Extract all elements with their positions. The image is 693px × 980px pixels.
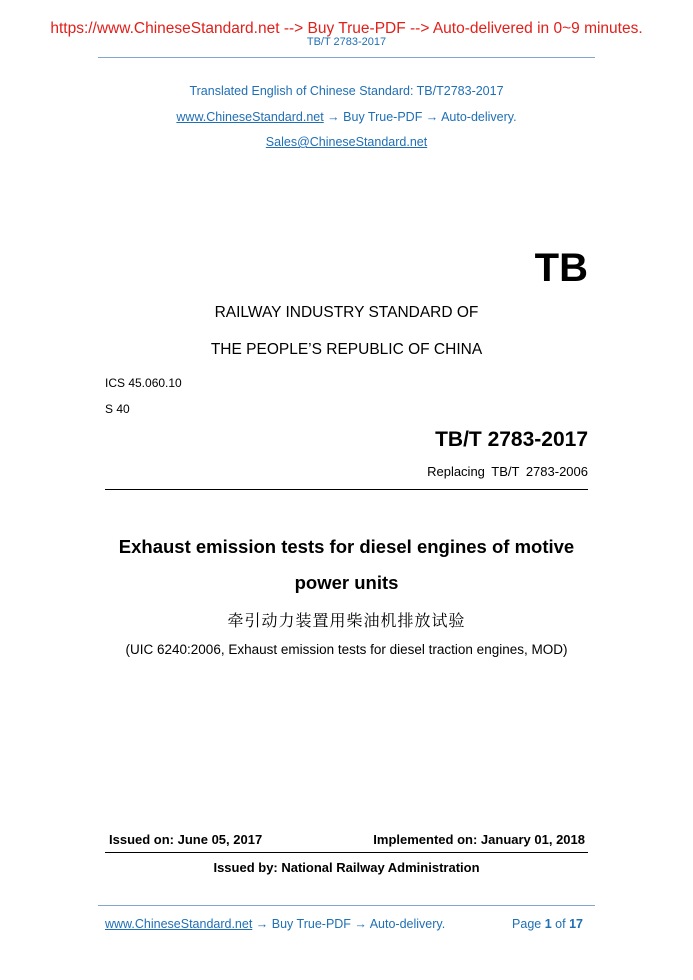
page-total: 17 bbox=[569, 917, 583, 931]
equivalence-note: (UIC 6240:2006, Exhaust emission tests for diesel traction engines, MOD) bbox=[125, 642, 568, 657]
ccs-code: S 40 bbox=[105, 402, 130, 416]
footer-divider bbox=[98, 905, 595, 906]
issued-date: Issued on: June 05, 2017 bbox=[109, 832, 263, 847]
site-link[interactable]: www.ChineseStandard.net bbox=[176, 110, 324, 124]
footer-buy-line bbox=[105, 917, 445, 931]
implemented-date: Implemented on: January 01, 2018 bbox=[373, 832, 585, 847]
top-banner[interactable]: https://www.ChineseStandard.net --> Buy True-PDF --> Auto-delivered in 0~9 minutes. bbox=[50, 20, 643, 37]
title-line-1: Exhaust emission tests for diesel engines of motive bbox=[118, 536, 575, 557]
buy-text: → Buy True-PDF → Auto-delivery. bbox=[323, 110, 517, 124]
page-label: Page bbox=[512, 917, 542, 931]
translation-note: Translated English of Chinese Standard: TB/T2783-2017 bbox=[189, 84, 504, 98]
sales-line bbox=[0, 135, 693, 149]
header-standard-code: TB/T 2783-2017 bbox=[306, 36, 387, 48]
sales-email-link[interactable]: Sales@ChineseStandard.net bbox=[265, 135, 428, 149]
dates-rule bbox=[105, 852, 588, 853]
standard-number: TB/T 2783-2017 bbox=[435, 428, 588, 451]
buy-line bbox=[0, 110, 693, 124]
header-divider bbox=[98, 57, 595, 58]
chinese-title: 牵引动力装置用柴油机排放试验 bbox=[227, 611, 466, 630]
org-line-2: THE PEOPLE’S REPUBLIC OF CHINA bbox=[210, 341, 483, 358]
page-indicator bbox=[512, 917, 583, 931]
org-line-1: RAILWAY INDUSTRY STANDARD OF bbox=[214, 304, 479, 321]
page-current: 1 bbox=[544, 917, 552, 931]
title-line-2: power units bbox=[294, 572, 399, 593]
replacing-note: Replacing TB/T 2783-2006 bbox=[427, 464, 588, 479]
footer-buy-text: → Buy True-PDF → Auto-delivery. bbox=[252, 917, 446, 931]
title-top-rule bbox=[105, 489, 588, 490]
page-of: of bbox=[555, 917, 566, 931]
footer-site-link[interactable]: www.ChineseStandard.net bbox=[105, 917, 253, 931]
tb-logo: TB bbox=[534, 246, 588, 290]
ics-code: ICS 45.060.10 bbox=[105, 376, 182, 390]
issuing-authority: Issued by: National Railway Administration bbox=[213, 860, 480, 875]
